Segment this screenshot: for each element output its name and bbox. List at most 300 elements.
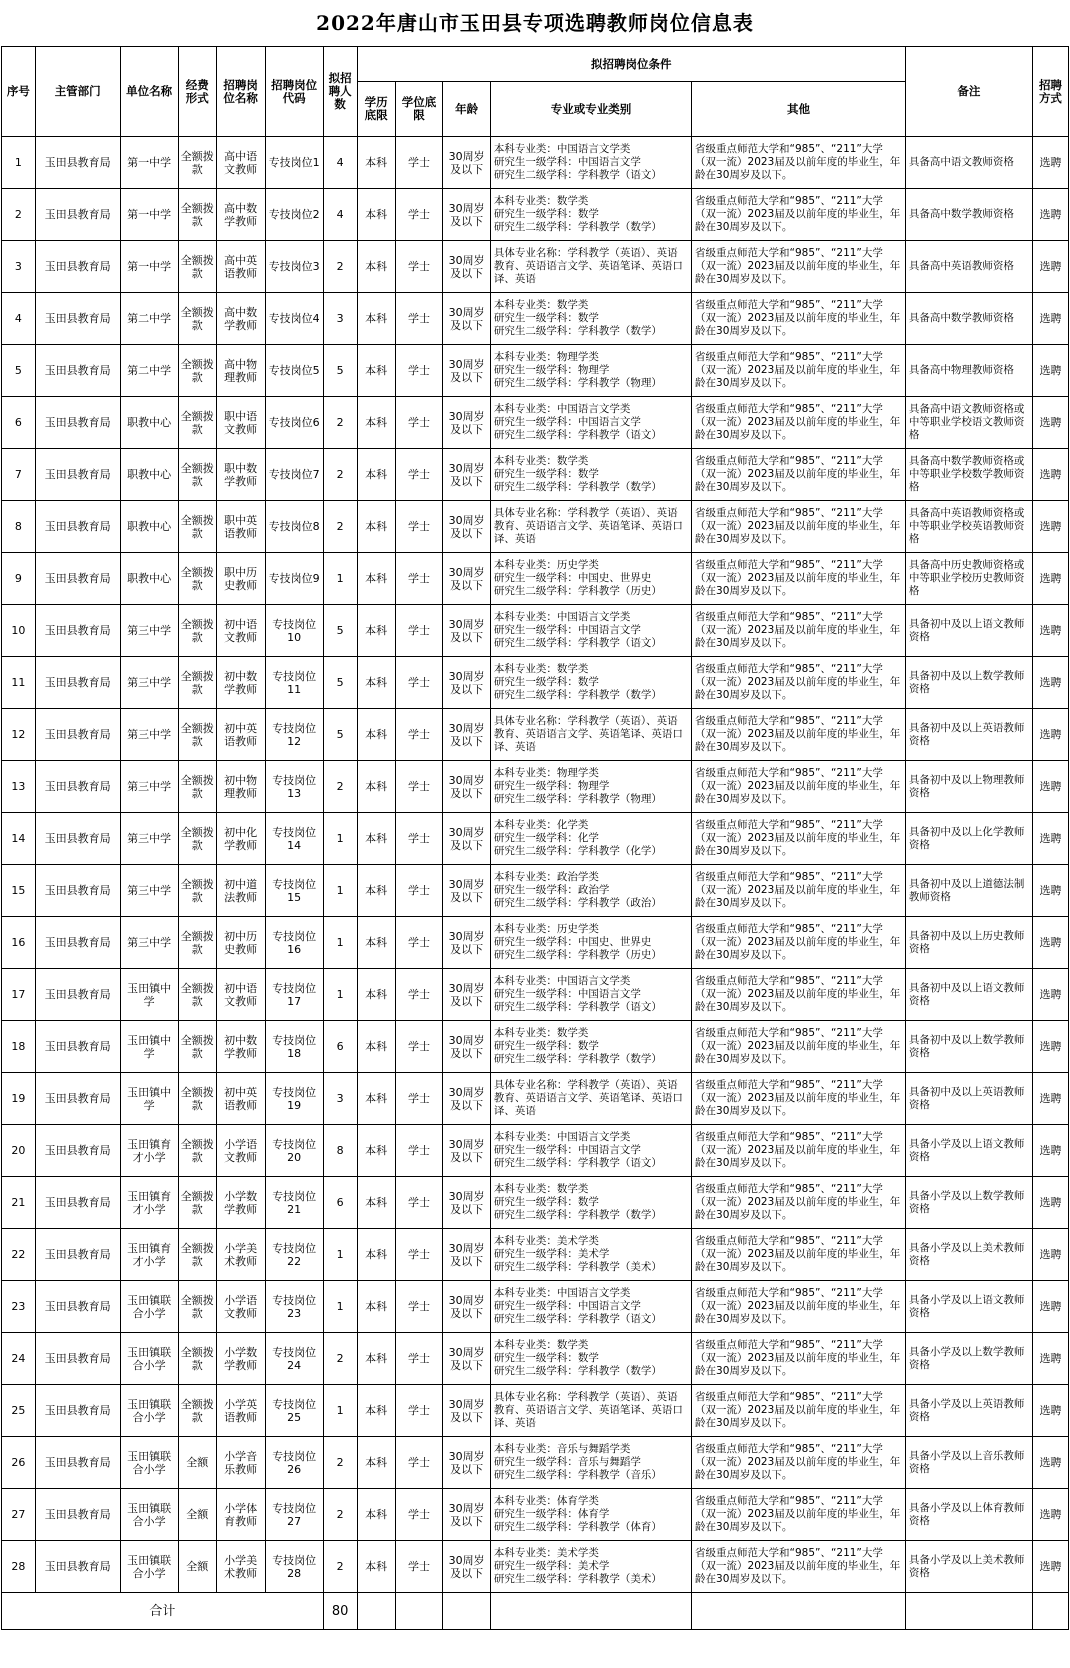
count-cell: 5 [323, 605, 357, 657]
major-cell: 本科专业类：体育学类 研究生一级学科：体育学 研究生二级学科：学科教学（体育） [490, 1489, 691, 1541]
major-cell: 本科专业类：历史学类 研究生一级学科：中国史、世界史 研究生二级学科：学科教学（历史） [490, 917, 691, 969]
seq-cell: 28 [2, 1541, 36, 1593]
table-row [2, 137, 1069, 189]
funding-cell: 全额拨款 [178, 761, 216, 813]
other-cell: 省级重点师范大学和“985”、“211”大学（双一流）2023届及以前年度的毕业生，年龄在30周岁及以下。 [692, 657, 906, 709]
degree-cell: 学士 [395, 813, 443, 865]
method-cell: 选聘 [1032, 293, 1068, 345]
total-count: 80 [323, 1593, 357, 1630]
seq-cell: 13 [2, 761, 36, 813]
header-count: 拟招聘人数 [323, 47, 357, 137]
count-cell: 2 [323, 397, 357, 449]
header-post-name: 招聘岗位名称 [216, 47, 265, 137]
method-cell: 选聘 [1032, 1281, 1068, 1333]
edu-cell: 本科 [357, 137, 395, 189]
post-code-cell: 专技岗位17 [265, 969, 323, 1021]
edu-cell: 本科 [357, 501, 395, 553]
remark-cell: 具备小学及以上美术教师资格 [905, 1541, 1032, 1593]
remark-cell: 具备初中及以上英语教师资格 [905, 709, 1032, 761]
unit-cell: 职教中心 [120, 501, 178, 553]
post-name-cell: 小学数学教师 [216, 1177, 265, 1229]
edu-cell: 本科 [357, 1073, 395, 1125]
major-cell: 本科专业类：音乐与舞蹈学类 研究生一级学科：音乐与舞蹈学 研究生二级学科：学科教学（音乐） [490, 1437, 691, 1489]
table-row [2, 1021, 1069, 1073]
other-cell: 省级重点师范大学和“985”、“211”大学（双一流）2023届及以前年度的毕业生，年龄在30周岁及以下。 [692, 1437, 906, 1489]
unit-cell: 玉田镇中学 [120, 1073, 178, 1125]
post-name-cell: 职中语文教师 [216, 397, 265, 449]
remark-cell: 具备小学及以上音乐教师资格 [905, 1437, 1032, 1489]
post-code-cell: 专技岗位20 [265, 1125, 323, 1177]
funding-cell: 全额拨款 [178, 553, 216, 605]
other-cell: 省级重点师范大学和“985”、“211”大学（双一流）2023届及以前年度的毕业生，年龄在30周岁及以下。 [692, 345, 906, 397]
dept-cell: 玉田县教育局 [35, 293, 120, 345]
age-cell: 30周岁及以下 [443, 189, 491, 241]
funding-cell: 全额拨款 [178, 605, 216, 657]
table-body [2, 137, 1069, 1593]
post-code-cell: 专技岗位19 [265, 1073, 323, 1125]
remark-cell: 具备初中及以上英语教师资格 [905, 1073, 1032, 1125]
funding-cell: 全额拨款 [178, 657, 216, 709]
total-empty-cell [692, 1593, 906, 1630]
seq-cell: 16 [2, 917, 36, 969]
remark-cell: 具备高中语文教师资格 [905, 137, 1032, 189]
count-cell: 5 [323, 709, 357, 761]
other-cell: 省级重点师范大学和“985”、“211”大学（双一流）2023届及以前年度的毕业生，年龄在30周岁及以下。 [692, 813, 906, 865]
count-cell: 2 [323, 1333, 357, 1385]
total-empty-cell [395, 1593, 443, 1630]
seq-cell: 26 [2, 1437, 36, 1489]
major-cell: 本科专业类：美术学类 研究生一级学科：美术学 研究生二级学科：学科教学（美术） [490, 1229, 691, 1281]
dept-cell: 玉田县教育局 [35, 1021, 120, 1073]
age-cell: 30周岁及以下 [443, 553, 491, 605]
header-method: 招聘方式 [1032, 47, 1068, 137]
remark-cell: 具备小学及以上英语教师资格 [905, 1385, 1032, 1437]
remark-cell: 具备初中及以上道德法制教师资格 [905, 865, 1032, 917]
edu-cell: 本科 [357, 605, 395, 657]
post-code-cell: 专技岗位11 [265, 657, 323, 709]
funding-cell: 全额拨款 [178, 813, 216, 865]
count-cell: 2 [323, 241, 357, 293]
dept-cell: 玉田县教育局 [35, 657, 120, 709]
total-label: 合计 [2, 1593, 324, 1630]
count-cell: 1 [323, 813, 357, 865]
post-name-cell: 职中历史教师 [216, 553, 265, 605]
age-cell: 30周岁及以下 [443, 1021, 491, 1073]
age-cell: 30周岁及以下 [443, 449, 491, 501]
unit-cell: 玉田镇联合小学 [120, 1385, 178, 1437]
major-cell: 本科专业类：数学类 研究生一级学科：数学 研究生二级学科：学科教学（数学） [490, 657, 691, 709]
post-code-cell: 专技岗位14 [265, 813, 323, 865]
remark-cell: 具备初中及以上历史教师资格 [905, 917, 1032, 969]
header-dept: 主管部门 [35, 47, 120, 137]
method-cell: 选聘 [1032, 1437, 1068, 1489]
post-name-cell: 小学美术教师 [216, 1541, 265, 1593]
funding-cell: 全额拨款 [178, 865, 216, 917]
dept-cell: 玉田县教育局 [35, 553, 120, 605]
method-cell: 选聘 [1032, 397, 1068, 449]
post-name-cell: 小学英语教师 [216, 1385, 265, 1437]
major-cell: 具体专业名称：学科教学（英语）、英语教育、英语语言文学、英语笔译、英语口译、英语 [490, 1385, 691, 1437]
major-cell: 本科专业类：中国语言文学类 研究生一级学科：中国语言文学 研究生二级学科：学科教学（语文） [490, 605, 691, 657]
unit-cell: 玉田镇育才小学 [120, 1125, 178, 1177]
post-code-cell: 专技岗位27 [265, 1489, 323, 1541]
seq-cell: 21 [2, 1177, 36, 1229]
degree-cell: 学士 [395, 1177, 443, 1229]
degree-cell: 学士 [395, 969, 443, 1021]
age-cell: 30周岁及以下 [443, 241, 491, 293]
seq-cell: 9 [2, 553, 36, 605]
remark-cell: 具备初中及以上数学教师资格 [905, 1021, 1032, 1073]
funding-cell: 全额拨款 [178, 917, 216, 969]
age-cell: 30周岁及以下 [443, 917, 491, 969]
post-name-cell: 初中语文教师 [216, 969, 265, 1021]
unit-cell: 玉田镇联合小学 [120, 1333, 178, 1385]
edu-cell: 本科 [357, 1125, 395, 1177]
funding-cell: 全额拨款 [178, 397, 216, 449]
post-code-cell: 专技岗位16 [265, 917, 323, 969]
seq-cell: 7 [2, 449, 36, 501]
dept-cell: 玉田县教育局 [35, 813, 120, 865]
count-cell: 2 [323, 1489, 357, 1541]
funding-cell: 全额拨款 [178, 709, 216, 761]
degree-cell: 学士 [395, 1333, 443, 1385]
header-major: 专业或专业类别 [490, 82, 691, 137]
age-cell: 30周岁及以下 [443, 397, 491, 449]
edu-cell: 本科 [357, 1437, 395, 1489]
method-cell: 选聘 [1032, 241, 1068, 293]
table-row [2, 1229, 1069, 1281]
method-cell: 选聘 [1032, 1021, 1068, 1073]
remark-cell: 具备初中及以上语文教师资格 [905, 969, 1032, 1021]
degree-cell: 学士 [395, 293, 443, 345]
count-cell: 2 [323, 449, 357, 501]
edu-cell: 本科 [357, 553, 395, 605]
degree-cell: 学士 [395, 449, 443, 501]
edu-cell: 本科 [357, 345, 395, 397]
degree-cell: 学士 [395, 709, 443, 761]
major-cell: 本科专业类：中国语言文学类 研究生一级学科：中国语言文学 研究生二级学科：学科教学（语文） [490, 137, 691, 189]
unit-cell: 第三中学 [120, 657, 178, 709]
count-cell: 3 [323, 1073, 357, 1125]
post-code-cell: 专技岗位26 [265, 1437, 323, 1489]
other-cell: 省级重点师范大学和“985”、“211”大学（双一流）2023届及以前年度的毕业生，年龄在30周岁及以下。 [692, 241, 906, 293]
post-name-cell: 小学数学教师 [216, 1333, 265, 1385]
post-code-cell: 专技岗位10 [265, 605, 323, 657]
major-cell: 本科专业类：历史学类 研究生一级学科：中国史、世界史 研究生二级学科：学科教学（历史） [490, 553, 691, 605]
other-cell: 省级重点师范大学和“985”、“211”大学（双一流）2023届及以前年度的毕业生，年龄在30周岁及以下。 [692, 917, 906, 969]
header-other: 其他 [692, 82, 906, 137]
major-cell: 本科专业类：物理学类 研究生一级学科：物理学 研究生二级学科：学科教学（物理） [490, 761, 691, 813]
seq-cell: 18 [2, 1021, 36, 1073]
table-row [2, 657, 1069, 709]
seq-cell: 4 [2, 293, 36, 345]
degree-cell: 学士 [395, 501, 443, 553]
method-cell: 选聘 [1032, 969, 1068, 1021]
post-code-cell: 专技岗位6 [265, 397, 323, 449]
edu-cell: 本科 [357, 293, 395, 345]
age-cell: 30周岁及以下 [443, 1229, 491, 1281]
header-post-code: 招聘岗位代码 [265, 47, 323, 137]
remark-cell: 具备高中数学教师资格 [905, 293, 1032, 345]
post-name-cell: 高中物理教师 [216, 345, 265, 397]
edu-cell: 本科 [357, 657, 395, 709]
post-code-cell: 专技岗位24 [265, 1333, 323, 1385]
edu-cell: 本科 [357, 1229, 395, 1281]
dept-cell: 玉田县教育局 [35, 137, 120, 189]
funding-cell: 全额拨款 [178, 1333, 216, 1385]
remark-cell: 具备小学及以上数学教师资格 [905, 1333, 1032, 1385]
major-cell: 本科专业类：物理学类 研究生一级学科：物理学 研究生二级学科：学科教学（物理） [490, 345, 691, 397]
other-cell: 省级重点师范大学和“985”、“211”大学（双一流）2023届及以前年度的毕业生，年龄在30周岁及以下。 [692, 501, 906, 553]
count-cell: 6 [323, 1021, 357, 1073]
seq-cell: 5 [2, 345, 36, 397]
count-cell: 5 [323, 345, 357, 397]
seq-cell: 14 [2, 813, 36, 865]
remark-cell: 具备小学及以上数学教师资格 [905, 1177, 1032, 1229]
remark-cell: 具备高中物理教师资格 [905, 345, 1032, 397]
funding-cell: 全额拨款 [178, 1281, 216, 1333]
edu-cell: 本科 [357, 709, 395, 761]
remark-cell: 具备高中英语教师资格 [905, 241, 1032, 293]
post-name-cell: 初中数学教师 [216, 1021, 265, 1073]
post-name-cell: 初中数学教师 [216, 657, 265, 709]
dept-cell: 玉田县教育局 [35, 397, 120, 449]
other-cell: 省级重点师范大学和“985”、“211”大学（双一流）2023届及以前年度的毕业生，年龄在30周岁及以下。 [692, 1021, 906, 1073]
degree-cell: 学士 [395, 137, 443, 189]
table-row [2, 189, 1069, 241]
age-cell: 30周岁及以下 [443, 1541, 491, 1593]
count-cell: 1 [323, 969, 357, 1021]
seq-cell: 22 [2, 1229, 36, 1281]
seq-cell: 23 [2, 1281, 36, 1333]
table-row [2, 761, 1069, 813]
unit-cell: 玉田镇中学 [120, 1021, 178, 1073]
age-cell: 30周岁及以下 [443, 345, 491, 397]
post-name-cell: 小学音乐教师 [216, 1437, 265, 1489]
table-row [2, 293, 1069, 345]
total-empty-cell [1032, 1593, 1068, 1630]
remark-cell: 具备初中及以上数学教师资格 [905, 657, 1032, 709]
age-cell: 30周岁及以下 [443, 1489, 491, 1541]
edu-cell: 本科 [357, 969, 395, 1021]
header-seq: 序号 [2, 47, 36, 137]
age-cell: 30周岁及以下 [443, 761, 491, 813]
funding-cell: 全额拨款 [178, 345, 216, 397]
seq-cell: 1 [2, 137, 36, 189]
degree-cell: 学士 [395, 1021, 443, 1073]
seq-cell: 10 [2, 605, 36, 657]
funding-cell: 全额拨款 [178, 1021, 216, 1073]
funding-cell: 全额拨款 [178, 293, 216, 345]
post-name-cell: 初中英语教师 [216, 709, 265, 761]
age-cell: 30周岁及以下 [443, 501, 491, 553]
major-cell: 本科专业类：中国语言文学类 研究生一级学科：中国语言文学 研究生二级学科：学科教学（语文） [490, 1125, 691, 1177]
method-cell: 选聘 [1032, 1177, 1068, 1229]
major-cell: 具体专业名称：学科教学（英语）、英语教育、英语语言文学、英语笔译、英语口译、英语 [490, 501, 691, 553]
degree-cell: 学士 [395, 1489, 443, 1541]
other-cell: 省级重点师范大学和“985”、“211”大学（双一流）2023届及以前年度的毕业生，年龄在30周岁及以下。 [692, 189, 906, 241]
dept-cell: 玉田县教育局 [35, 709, 120, 761]
unit-cell: 玉田镇联合小学 [120, 1541, 178, 1593]
age-cell: 30周岁及以下 [443, 1333, 491, 1385]
other-cell: 省级重点师范大学和“985”、“211”大学（双一流）2023届及以前年度的毕业生，年龄在30周岁及以下。 [692, 1385, 906, 1437]
unit-cell: 第三中学 [120, 813, 178, 865]
header-funding: 经费形式 [178, 47, 216, 137]
count-cell: 5 [323, 657, 357, 709]
age-cell: 30周岁及以下 [443, 293, 491, 345]
degree-cell: 学士 [395, 657, 443, 709]
unit-cell: 第三中学 [120, 605, 178, 657]
table-row [2, 449, 1069, 501]
post-name-cell: 高中英语教师 [216, 241, 265, 293]
edu-cell: 本科 [357, 1333, 395, 1385]
table-row [2, 501, 1069, 553]
funding-cell: 全额拨款 [178, 969, 216, 1021]
funding-cell: 全额拨款 [178, 1177, 216, 1229]
dept-cell: 玉田县教育局 [35, 865, 120, 917]
method-cell: 选聘 [1032, 449, 1068, 501]
other-cell: 省级重点师范大学和“985”、“211”大学（双一流）2023届及以前年度的毕业生，年龄在30周岁及以下。 [692, 1333, 906, 1385]
other-cell: 省级重点师范大学和“985”、“211”大学（双一流）2023届及以前年度的毕业生，年龄在30周岁及以下。 [692, 1489, 906, 1541]
dept-cell: 玉田县教育局 [35, 501, 120, 553]
seq-cell: 8 [2, 501, 36, 553]
major-cell: 本科专业类：数学类 研究生一级学科：数学 研究生二级学科：学科教学（数学） [490, 1177, 691, 1229]
funding-cell: 全额拨款 [178, 1229, 216, 1281]
post-name-cell: 高中数学教师 [216, 189, 265, 241]
count-cell: 6 [323, 1177, 357, 1229]
degree-cell: 学士 [395, 189, 443, 241]
table-row [2, 1177, 1069, 1229]
seq-cell: 17 [2, 969, 36, 1021]
table-row [2, 1125, 1069, 1177]
header-degree: 学位底限 [395, 82, 443, 137]
major-cell: 本科专业类：数学类 研究生一级学科：数学 研究生二级学科：学科教学（数学） [490, 293, 691, 345]
dept-cell: 玉田县教育局 [35, 969, 120, 1021]
major-cell: 具体专业名称：学科教学（英语）、英语教育、英语语言文学、英语笔译、英语口译、英语 [490, 709, 691, 761]
table-row [2, 241, 1069, 293]
funding-cell: 全额拨款 [178, 449, 216, 501]
unit-cell: 第三中学 [120, 709, 178, 761]
remark-cell: 具备小学及以上语文教师资格 [905, 1125, 1032, 1177]
major-cell: 本科专业类：化学类 研究生一级学科：化学 研究生二级学科：学科教学（化学） [490, 813, 691, 865]
unit-cell: 第三中学 [120, 865, 178, 917]
seq-cell: 15 [2, 865, 36, 917]
post-code-cell: 专技岗位21 [265, 1177, 323, 1229]
degree-cell: 学士 [395, 917, 443, 969]
funding-cell: 全额拨款 [178, 1125, 216, 1177]
other-cell: 省级重点师范大学和“985”、“211”大学（双一流）2023届及以前年度的毕业生，年龄在30周岁及以下。 [692, 449, 906, 501]
method-cell: 选聘 [1032, 813, 1068, 865]
edu-cell: 本科 [357, 761, 395, 813]
age-cell: 30周岁及以下 [443, 657, 491, 709]
remark-cell: 具备高中语文教师资格或中等职业学校语文教师资格 [905, 397, 1032, 449]
edu-cell: 本科 [357, 449, 395, 501]
post-name-cell: 初中语文教师 [216, 605, 265, 657]
funding-cell: 全额拨款 [178, 189, 216, 241]
other-cell: 省级重点师范大学和“985”、“211”大学（双一流）2023届及以前年度的毕业生，年龄在30周岁及以下。 [692, 1177, 906, 1229]
degree-cell: 学士 [395, 1541, 443, 1593]
post-name-cell: 初中物理教师 [216, 761, 265, 813]
method-cell: 选聘 [1032, 1541, 1068, 1593]
dept-cell: 玉田县教育局 [35, 1489, 120, 1541]
other-cell: 省级重点师范大学和“985”、“211”大学（双一流）2023届及以前年度的毕业生，年龄在30周岁及以下。 [692, 553, 906, 605]
other-cell: 省级重点师范大学和“985”、“211”大学（双一流）2023届及以前年度的毕业生，年龄在30周岁及以下。 [692, 1541, 906, 1593]
age-cell: 30周岁及以下 [443, 605, 491, 657]
degree-cell: 学士 [395, 345, 443, 397]
post-name-cell: 小学语文教师 [216, 1125, 265, 1177]
funding-cell: 全额 [178, 1489, 216, 1541]
other-cell: 省级重点师范大学和“985”、“211”大学（双一流）2023届及以前年度的毕业生，年龄在30周岁及以下。 [692, 1281, 906, 1333]
count-cell: 2 [323, 501, 357, 553]
method-cell: 选聘 [1032, 657, 1068, 709]
seq-cell: 6 [2, 397, 36, 449]
degree-cell: 学士 [395, 1385, 443, 1437]
remark-cell: 具备高中英语教师资格或中等职业学校英语教师资格 [905, 501, 1032, 553]
method-cell: 选聘 [1032, 553, 1068, 605]
funding-cell: 全额 [178, 1541, 216, 1593]
total-empty-cell [443, 1593, 491, 1630]
post-code-cell: 专技岗位3 [265, 241, 323, 293]
post-name-cell: 小学体育教师 [216, 1489, 265, 1541]
dept-cell: 玉田县教育局 [35, 1437, 120, 1489]
post-code-cell: 专技岗位22 [265, 1229, 323, 1281]
post-code-cell: 专技岗位28 [265, 1541, 323, 1593]
table-row [2, 1281, 1069, 1333]
edu-cell: 本科 [357, 1281, 395, 1333]
post-code-cell: 专技岗位2 [265, 189, 323, 241]
age-cell: 30周岁及以下 [443, 1385, 491, 1437]
degree-cell: 学士 [395, 241, 443, 293]
remark-cell: 具备高中数学教师资格或中等职业学校数学教师资格 [905, 449, 1032, 501]
major-cell: 本科专业类：数学类 研究生一级学科：数学 研究生二级学科：学科教学（数学） [490, 1021, 691, 1073]
age-cell: 30周岁及以下 [443, 709, 491, 761]
unit-cell: 玉田镇育才小学 [120, 1177, 178, 1229]
major-cell: 本科专业类：中国语言文学类 研究生一级学科：中国语言文学 研究生二级学科：学科教学（语文） [490, 969, 691, 1021]
total-empty-cell [357, 1593, 395, 1630]
remark-cell: 具备初中及以上语文教师资格 [905, 605, 1032, 657]
other-cell: 省级重点师范大学和“985”、“211”大学（双一流）2023届及以前年度的毕业生，年龄在30周岁及以下。 [692, 761, 906, 813]
table-row [2, 1541, 1069, 1593]
unit-cell: 职教中心 [120, 449, 178, 501]
table-row [2, 813, 1069, 865]
dept-cell: 玉田县教育局 [35, 189, 120, 241]
dept-cell: 玉田县教育局 [35, 1541, 120, 1593]
method-cell: 选聘 [1032, 761, 1068, 813]
major-cell: 本科专业类：数学类 研究生一级学科：数学 研究生二级学科：学科教学（数学） [490, 189, 691, 241]
count-cell: 3 [323, 293, 357, 345]
table-row [2, 1333, 1069, 1385]
post-name-cell: 初中历史教师 [216, 917, 265, 969]
positions-table [1, 46, 1069, 1630]
dept-cell: 玉田县教育局 [35, 1177, 120, 1229]
remark-cell: 具备小学及以上体育教师资格 [905, 1489, 1032, 1541]
post-code-cell: 专技岗位5 [265, 345, 323, 397]
post-code-cell: 专技岗位1 [265, 137, 323, 189]
other-cell: 省级重点师范大学和“985”、“211”大学（双一流）2023届及以前年度的毕业生，年龄在30周岁及以下。 [692, 865, 906, 917]
unit-cell: 第一中学 [120, 241, 178, 293]
seq-cell: 24 [2, 1333, 36, 1385]
remark-cell: 具备初中及以上物理教师资格 [905, 761, 1032, 813]
post-code-cell: 专技岗位8 [265, 501, 323, 553]
major-cell: 本科专业类：政治学类 研究生一级学科：政治学 研究生二级学科：学科教学（政治） [490, 865, 691, 917]
method-cell: 选聘 [1032, 865, 1068, 917]
other-cell: 省级重点师范大学和“985”、“211”大学（双一流）2023届及以前年度的毕业生，年龄在30周岁及以下。 [692, 1229, 906, 1281]
count-cell: 1 [323, 553, 357, 605]
count-cell: 4 [323, 189, 357, 241]
post-code-cell: 专技岗位18 [265, 1021, 323, 1073]
funding-cell: 全额 [178, 1437, 216, 1489]
remark-cell: 具备初中及以上化学教师资格 [905, 813, 1032, 865]
